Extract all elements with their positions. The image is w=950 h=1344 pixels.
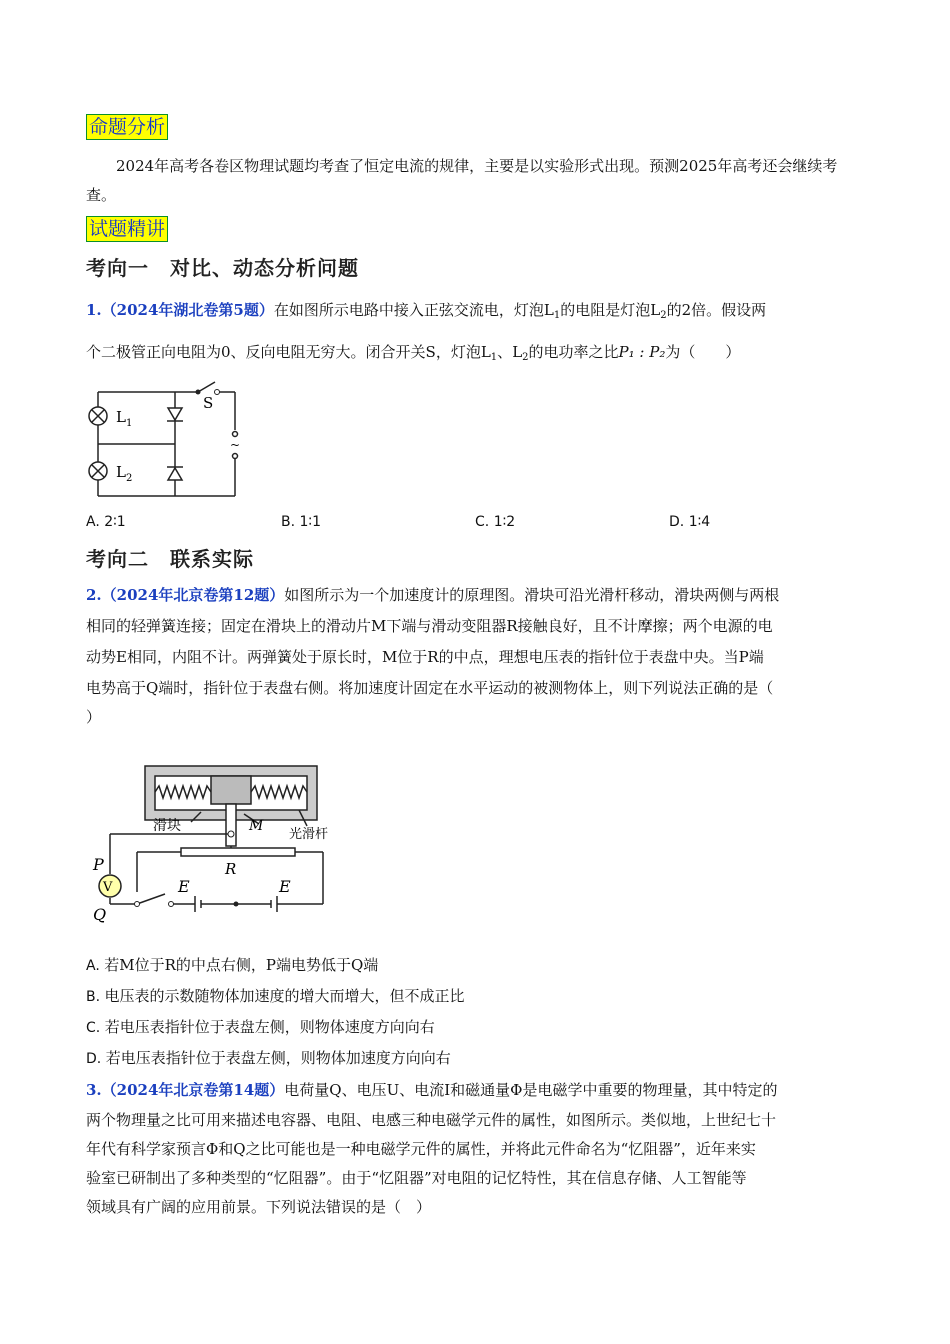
q2-fig-slider-label: 滑块	[153, 818, 181, 834]
analysis-paragraph: 2024年高考各卷区物理试题均考查了恒定电流的规律，主要是以实验形式出现。预测2025年高考还会继续考查。	[86, 157, 838, 204]
q2-option-b-text: 电压表的示数随物体加速度的增大而增大，但不成正比	[104, 987, 465, 1005]
q3-line-1	[86, 1079, 777, 1100]
q2-line-5: ）	[86, 708, 102, 726]
q1-fig-lamp1-label: L	[116, 408, 126, 426]
q1-option-b-label: B.	[281, 514, 300, 530]
q2-text-1: 如图所示为一个加速度计的原理图。滑块可沿光滑杆移动，滑块两侧与两根	[284, 586, 780, 604]
q2-fig-rod-label: 光滑杆	[289, 827, 329, 842]
q1-source: （2024年湖北卷第5题）	[101, 301, 274, 319]
q1-l2: L	[650, 301, 661, 319]
q3-number: 3.	[86, 1081, 102, 1099]
q1-l1-sub: 1	[553, 310, 561, 321]
q3-line-4: 验室已研制出了多种类型的“忆阻器”。由于“忆阻器”对电阻的记忆特性，其在信息存储、人工智能等	[86, 1169, 747, 1187]
q1-line2-c: 的电功率之比	[528, 343, 619, 361]
q2-number: 2.	[86, 586, 102, 604]
q2-fig-p-label: P	[93, 855, 104, 874]
topic-heading-2: 考向二 联系实际	[86, 547, 254, 571]
q2-line-3: 动势E相同，内阻不计。两弹簧处于原长时，M位于R的中点，理想电压表的指针位于表盘中央。当P端	[86, 648, 764, 666]
section-tag-analysis: 命题分析	[86, 114, 168, 140]
q2-source: （2024年北京卷第12题）	[101, 586, 285, 604]
q2-option-c-label: C.	[86, 1020, 105, 1036]
q2-fig-voltmeter-label: V	[103, 880, 113, 895]
q3-source: （2024年北京卷第14题）	[101, 1081, 285, 1099]
q1-line2-a: 个二极管正向电阻为0、反向电阻无穷大。闭合开关S，灯泡	[86, 343, 481, 361]
q1-text-b: 的电阻是灯泡	[560, 301, 651, 319]
section-tag-lecture: 试题精讲	[86, 216, 168, 242]
q1-option-c[interactable]	[475, 514, 515, 530]
q2-line-4: 电势高于Q端时，指针位于表盘右侧。将加速度计固定在水平运动的被测物体上，则下列说法正确的是（	[86, 679, 774, 697]
q1-option-b[interactable]	[281, 514, 321, 530]
q2-fig-q-label: Q	[93, 905, 107, 924]
q2-fig-e1-label: E	[178, 877, 190, 896]
q1-l2-again: L	[512, 343, 523, 361]
q1-fig-ac-symbol: ~	[230, 438, 241, 452]
q1-option-c-label: C.	[475, 514, 494, 530]
q1-option-d-label: D.	[669, 514, 689, 530]
q2-option-d-label: D.	[86, 1051, 106, 1067]
q1-line2-d: 为（ ）	[665, 343, 741, 361]
q1-l1-sub-again: 1	[490, 352, 498, 363]
q1-fig-switch-label: S	[203, 394, 214, 412]
q1-fig-lamp2-sub: 2	[126, 473, 133, 484]
q1-l1-again: L	[480, 343, 491, 361]
q1-option-c-text: 1∶2	[493, 514, 516, 530]
q2-option-b-label: B.	[86, 989, 105, 1005]
q2-line-2: 相同的轻弹簧连接；固定在滑块上的滑动片M下端与滑动变阻器R接触良好，且不计摩擦；两个电源的电	[86, 617, 773, 635]
q1-option-d[interactable]	[669, 514, 710, 530]
q3-text-1: 电荷量Q、电压U、电流I和磁通量Φ是电磁学中重要的物理量，其中特定的	[284, 1081, 778, 1099]
q2-option-a[interactable]	[86, 954, 378, 975]
q2-option-d[interactable]	[86, 1047, 451, 1068]
q2-accelerometer-figure	[85, 762, 335, 932]
q2-option-c-text: 若电压表指针位于表盘左侧，则物体速度方向向右	[104, 1018, 435, 1036]
q1-l2-sub: 2	[660, 310, 667, 321]
q1-circuit-figure	[80, 378, 250, 503]
q1-fig-lamp2-label: L	[116, 463, 126, 481]
q1-text-a: 在如图所示电路中接入正弦交流电，灯泡	[273, 301, 544, 319]
q1-l2-sub-again: 2	[522, 352, 529, 363]
q2-fig-m-label: M	[249, 818, 264, 834]
q2-option-a-text: 若M位于R的中点右侧，P端电势低于Q端	[104, 956, 379, 974]
q2-fig-e2-label: E	[279, 877, 291, 896]
q2-option-c[interactable]	[86, 1016, 435, 1037]
q2-option-a-label: A.	[86, 958, 105, 974]
q2-line-1	[86, 584, 779, 605]
q3-line-3: 年代有科学家预言Φ和Q之比可能也是一种电磁学元件的属性，并将此元件命名为“忆阻器”，近年来实	[86, 1140, 756, 1158]
q1-option-d-text: 1∶4	[688, 514, 711, 530]
q1-fig-lamp1-sub: 1	[126, 418, 133, 429]
q3-line-5: 领域具有广阔的应用前景。下列说法错误的是（ ）	[86, 1198, 432, 1216]
q1-text-c: 的2倍。假设两	[666, 301, 767, 319]
topic-heading-1: 考向一 对比、动态分析问题	[86, 256, 359, 280]
q2-fig-r-label: R	[225, 860, 237, 878]
q3-line-2: 两个物理量之比可用来描述电容器、电阻、电感三种电磁学元件的属性，如图所示。类似地，上世纪七十	[86, 1111, 777, 1129]
q1-line-2	[86, 341, 740, 363]
q2-option-b[interactable]	[86, 985, 465, 1006]
q1-number: 1.	[86, 301, 102, 319]
q1-option-b-text: 1∶1	[299, 514, 321, 530]
q1-line2-b: 、	[497, 343, 513, 361]
q1-option-a[interactable]	[86, 514, 126, 530]
q1-option-a-text: 2∶1	[104, 514, 126, 530]
q1-line-1	[86, 299, 766, 321]
q1-option-a-label: A.	[86, 514, 105, 530]
q2-option-d-text: 若电压表指针位于表盘左侧，则物体加速度方向向右	[105, 1049, 451, 1067]
q1-ratio: P₁ : P₂	[618, 343, 666, 361]
q1-l1: L	[543, 301, 554, 319]
